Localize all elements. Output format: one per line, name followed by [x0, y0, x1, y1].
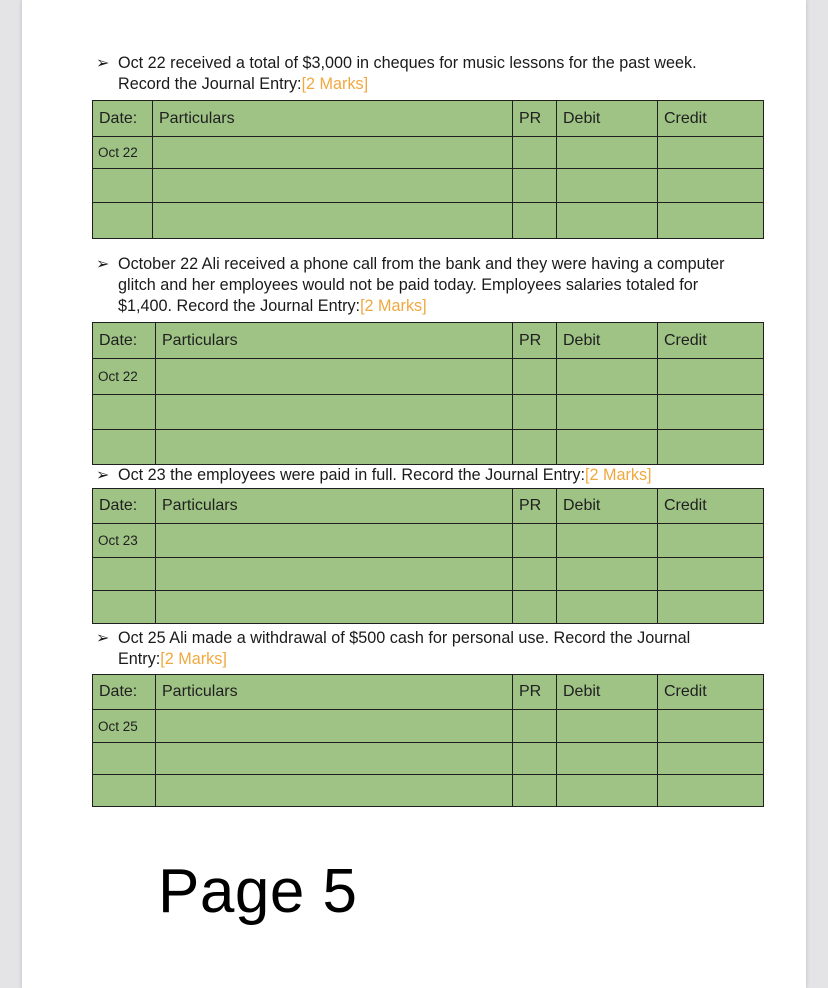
journal-table-4	[92, 674, 764, 807]
entry-date: Oct 23	[93, 524, 156, 558]
particulars-cell[interactable]	[153, 203, 513, 239]
particulars-cell[interactable]	[156, 359, 513, 395]
credit-cell[interactable]	[658, 710, 764, 743]
credit-cell[interactable]	[658, 395, 764, 430]
header-particulars: Particulars	[153, 101, 513, 137]
credit-cell[interactable]	[658, 775, 764, 807]
question-2	[96, 254, 736, 317]
particulars-cell[interactable]	[156, 743, 513, 775]
header-debit: Debit	[557, 101, 658, 137]
credit-cell[interactable]	[658, 558, 764, 591]
header-pr: PR	[513, 675, 557, 710]
pr-cell[interactable]	[513, 169, 557, 203]
journal-table-2	[92, 322, 764, 465]
date-cell[interactable]	[93, 558, 156, 591]
entry-date: Oct 22	[93, 359, 156, 395]
particulars-cell[interactable]	[156, 524, 513, 558]
page-number: Page 5	[158, 857, 358, 926]
pr-cell[interactable]	[513, 137, 557, 169]
header-particulars: Particulars	[156, 323, 513, 359]
journal-table-3	[92, 488, 764, 624]
credit-cell[interactable]	[658, 169, 764, 203]
question-1-text: Oct 22 received a total of $3,000 in cheques for music lessons for the past week. Record the Journal Entry:	[118, 54, 697, 93]
question-4	[96, 628, 736, 670]
date-cell[interactable]	[93, 169, 153, 203]
journal-table-1	[92, 100, 764, 239]
particulars-cell[interactable]	[153, 137, 513, 169]
header-credit: Credit	[658, 675, 764, 710]
entry-date: Oct 22	[93, 137, 153, 169]
debit-cell[interactable]	[557, 710, 658, 743]
bullet-arrow-icon: ➢	[96, 255, 110, 273]
pr-cell[interactable]	[513, 359, 557, 395]
header-credit: Credit	[658, 489, 764, 524]
debit-cell[interactable]	[557, 395, 658, 430]
particulars-cell[interactable]	[153, 169, 513, 203]
debit-cell[interactable]	[557, 775, 658, 807]
header-debit: Debit	[557, 489, 658, 524]
date-cell[interactable]	[93, 203, 153, 239]
debit-cell[interactable]	[557, 137, 658, 169]
header-pr: PR	[513, 323, 557, 359]
particulars-cell[interactable]	[156, 591, 513, 624]
pr-cell[interactable]	[513, 591, 557, 624]
debit-cell[interactable]	[557, 203, 658, 239]
question-2-text: October 22 Ali received a phone call from the bank and they were having a computer glitch and her employees would not be paid today. Employees salaries totaled for $1,400. Record the Journal Entry:	[118, 255, 725, 315]
pr-cell[interactable]	[513, 524, 557, 558]
particulars-cell[interactable]	[156, 775, 513, 807]
header-debit: Debit	[557, 323, 658, 359]
header-particulars: Particulars	[156, 489, 513, 524]
debit-cell[interactable]	[557, 558, 658, 591]
header-debit: Debit	[557, 675, 658, 710]
debit-cell[interactable]	[557, 359, 658, 395]
date-cell[interactable]	[93, 430, 156, 465]
question-4-marks: [2 Marks]	[160, 650, 227, 668]
pr-cell[interactable]	[513, 558, 557, 591]
date-cell[interactable]	[93, 395, 156, 430]
question-3	[96, 465, 736, 486]
credit-cell[interactable]	[658, 359, 764, 395]
entry-date: Oct 25	[93, 710, 156, 743]
header-credit: Credit	[658, 101, 764, 137]
credit-cell[interactable]	[658, 591, 764, 624]
bullet-arrow-icon: ➢	[96, 466, 110, 484]
header-particulars: Particulars	[156, 675, 513, 710]
bullet-arrow-icon: ➢	[96, 629, 110, 647]
header-date: Date:	[93, 489, 156, 524]
date-cell[interactable]	[93, 743, 156, 775]
header-pr: PR	[513, 101, 557, 137]
date-cell[interactable]	[93, 775, 156, 807]
debit-cell[interactable]	[557, 524, 658, 558]
pr-cell[interactable]	[513, 775, 557, 807]
header-date: Date:	[93, 323, 156, 359]
header-date: Date:	[93, 101, 153, 137]
pr-cell[interactable]	[513, 710, 557, 743]
credit-cell[interactable]	[658, 203, 764, 239]
question-1-marks: [2 Marks]	[301, 75, 369, 93]
question-3-text: Oct 23 the employees were paid in full. Record the Journal Entry:	[118, 466, 585, 484]
header-date: Date:	[93, 675, 156, 710]
particulars-cell[interactable]	[156, 558, 513, 591]
pr-cell[interactable]	[513, 430, 557, 465]
debit-cell[interactable]	[557, 430, 658, 465]
question-2-marks: [2 Marks]	[360, 297, 427, 315]
pr-cell[interactable]	[513, 203, 557, 239]
question-1	[96, 53, 736, 95]
question-4-text: Oct 25 Ali made a withdrawal of $500 cash for personal use. Record the Journal Entry:	[118, 629, 691, 668]
debit-cell[interactable]	[557, 743, 658, 775]
question-3-marks: [2 Marks]	[584, 466, 652, 484]
header-credit: Credit	[658, 323, 764, 359]
particulars-cell[interactable]	[156, 430, 513, 465]
debit-cell[interactable]	[557, 169, 658, 203]
particulars-cell[interactable]	[156, 710, 513, 743]
date-cell[interactable]	[93, 591, 156, 624]
header-pr: PR	[513, 489, 557, 524]
debit-cell[interactable]	[557, 591, 658, 624]
pr-cell[interactable]	[513, 743, 557, 775]
credit-cell[interactable]	[658, 743, 764, 775]
particulars-cell[interactable]	[156, 395, 513, 430]
credit-cell[interactable]	[658, 524, 764, 558]
pr-cell[interactable]	[513, 395, 557, 430]
bullet-arrow-icon: ➢	[96, 54, 110, 72]
credit-cell[interactable]	[658, 137, 764, 169]
credit-cell[interactable]	[658, 430, 764, 465]
